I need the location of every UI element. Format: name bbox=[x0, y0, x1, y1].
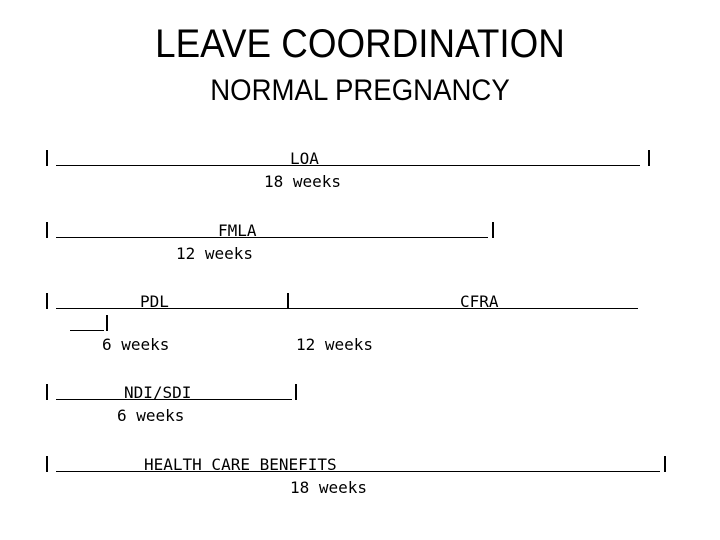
fmla-label: FMLA bbox=[218, 221, 257, 240]
pdl-start-marker bbox=[46, 293, 48, 309]
cfra-end-marker bbox=[106, 315, 108, 331]
loa-line bbox=[56, 165, 640, 166]
hcb-start-marker bbox=[46, 456, 48, 472]
ndisdi-duration: 6 weeks bbox=[117, 406, 185, 425]
fmla-start-marker bbox=[46, 222, 48, 238]
ndisdi-start-marker bbox=[46, 384, 48, 400]
hcb-label: HEALTH CARE BENEFITS bbox=[144, 455, 337, 474]
pdl-duration: 6 weeks bbox=[102, 335, 170, 354]
cfra-label: CFRA bbox=[460, 292, 499, 311]
loa-end-marker bbox=[648, 150, 650, 166]
fmla-line bbox=[56, 237, 488, 238]
ndisdi-end-marker bbox=[295, 384, 297, 400]
cfra-continuation-line bbox=[70, 330, 104, 331]
pdl-label: PDL bbox=[140, 292, 169, 311]
loa-start-marker bbox=[46, 150, 48, 166]
page-title: LEAVE COORDINATION bbox=[155, 22, 565, 66]
loa-label: LOA bbox=[290, 149, 319, 168]
hcb-end-marker bbox=[664, 456, 666, 472]
cfra-duration: 12 weeks bbox=[296, 335, 374, 354]
fmla-end-marker bbox=[492, 222, 494, 238]
loa-duration: 18 weeks bbox=[264, 172, 342, 191]
ndisdi-label: NDI/SDI bbox=[124, 383, 192, 402]
hcb-duration: 18 weeks bbox=[290, 478, 368, 497]
pdl-end-marker bbox=[287, 293, 289, 309]
page-subtitle: NORMAL PREGNANCY bbox=[210, 74, 510, 107]
fmla-duration: 12 weeks bbox=[176, 244, 254, 263]
